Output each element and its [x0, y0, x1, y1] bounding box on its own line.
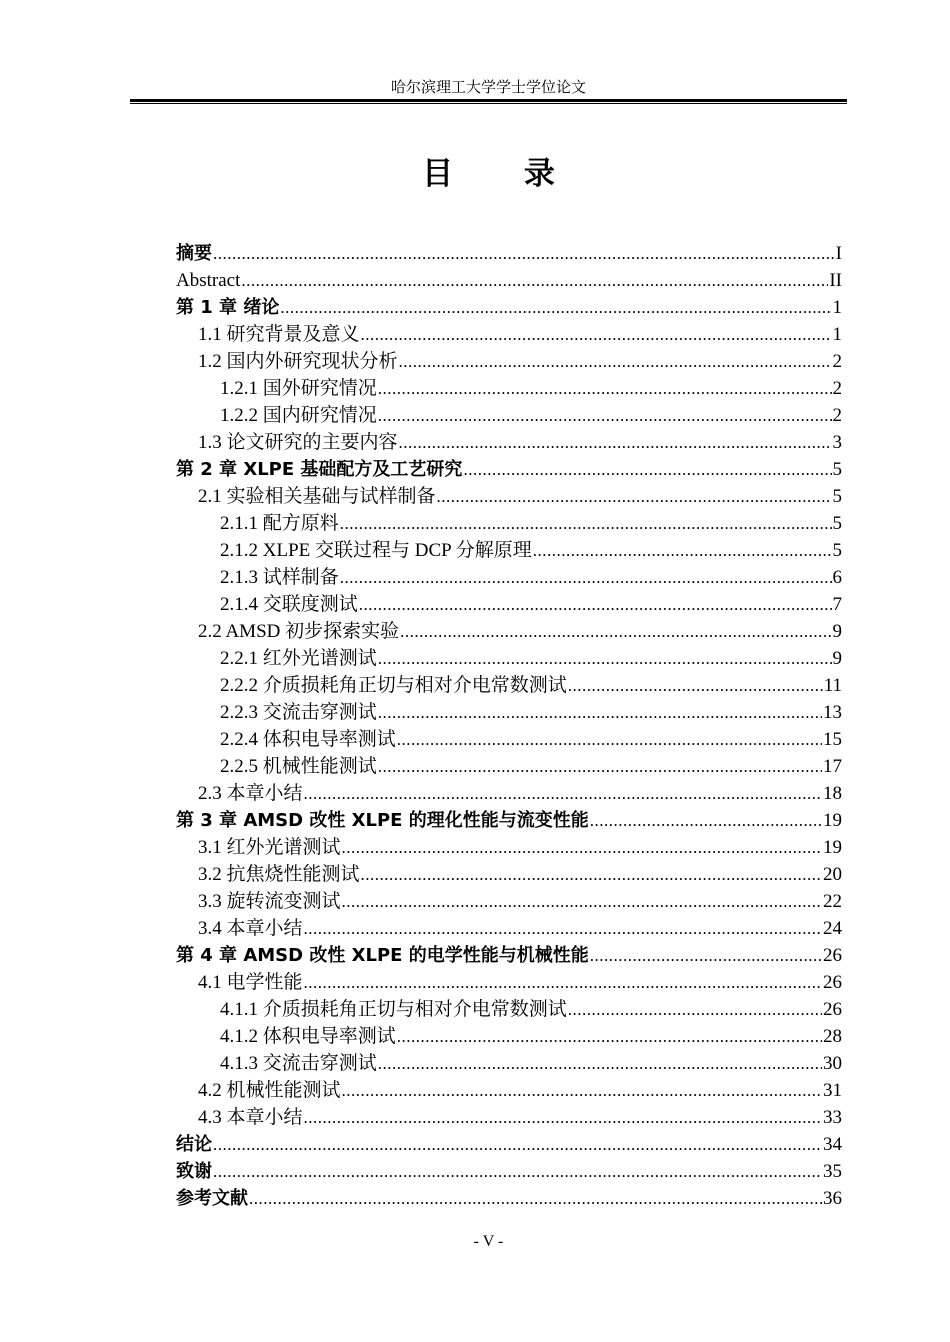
toc-leader-dots [340, 564, 832, 591]
toc-entry[interactable] [176, 780, 842, 807]
toc-entry-label: 3.1 红外光谱测试 [198, 837, 341, 858]
toc-entry-label: 2.3 本章小结 [198, 783, 303, 804]
toc-entry-page: 36 [823, 1188, 842, 1209]
toc-entry-page: 31 [823, 1080, 842, 1101]
toc-leader-dots [378, 753, 822, 780]
toc-leader-dots [378, 699, 822, 726]
header-rule-thin [130, 103, 847, 104]
toc-leader-dots [249, 1185, 822, 1212]
toc-entry-label: 4.1.2 体积电导率测试 [220, 1026, 396, 1047]
toc-entry[interactable] [176, 267, 842, 294]
toc-entry-label: 2.2.5 机械性能测试 [220, 756, 377, 777]
toc-leader-dots [241, 267, 828, 294]
toc-entry[interactable] [176, 1023, 842, 1050]
toc-entry[interactable] [176, 294, 842, 321]
toc-leader-dots [213, 1131, 822, 1158]
toc-entry[interactable] [176, 645, 842, 672]
toc-entry[interactable] [176, 402, 842, 429]
toc-entry-label: 1.2.1 国外研究情况 [220, 378, 377, 399]
toc-entry-page: 26 [823, 999, 842, 1020]
toc-entry-page: II [829, 270, 842, 291]
toc-entry[interactable] [176, 1104, 842, 1131]
toc-leader-dots [361, 861, 822, 888]
toc-entry-label: 2.2.2 介质损耗角正切与相对介电常数测试 [220, 675, 567, 696]
header-title: 哈尔滨理工大学学士学位论文 [390, 80, 586, 96]
toc-entry-label: 第 2 章 XLPE 基础配方及工艺研究 [176, 459, 463, 480]
toc-entry[interactable] [176, 1131, 842, 1158]
header-rule-thick [130, 99, 847, 102]
toc-entry[interactable] [176, 699, 842, 726]
toc-entry-label: 4.3 本章小结 [198, 1107, 303, 1128]
toc-entry[interactable] [176, 537, 842, 564]
toc-entry-label: 参考文献 [176, 1188, 248, 1209]
toc-entry-page: 20 [823, 864, 842, 885]
toc-entry-label: 1.1 研究背景及意义 [198, 324, 360, 345]
toc-entry-page: 9 [832, 648, 842, 669]
toc-leader-dots [568, 996, 822, 1023]
toc-entry-page: 5 [832, 459, 842, 480]
toc-leader-dots [378, 645, 832, 672]
toc-entry-page: 24 [823, 918, 842, 939]
toc-leader-dots [342, 888, 822, 915]
toc-entry-label: 2.1.2 XLPE 交联过程与 DCP 分解原理 [220, 540, 532, 561]
toc-entry-page: 35 [823, 1161, 842, 1182]
toc-entry[interactable] [176, 888, 842, 915]
toc-entry-page: 7 [832, 594, 842, 615]
toc-entry[interactable] [176, 348, 842, 375]
toc-entry-page: 13 [823, 702, 842, 723]
toc-entry[interactable] [176, 969, 842, 996]
toc-entry-page: 2 [832, 405, 842, 426]
toc-entry[interactable] [176, 1050, 842, 1077]
toc-entry-page: 5 [832, 513, 842, 534]
toc-entry[interactable] [176, 456, 842, 483]
toc-entry[interactable] [176, 807, 842, 834]
toc-entry-label: 3.4 本章小结 [198, 918, 303, 939]
toc-entry[interactable] [176, 834, 842, 861]
toc-leader-dots [397, 1023, 822, 1050]
toc-entry[interactable] [176, 483, 842, 510]
toc-entry-label: 1.2 国内外研究现状分析 [198, 351, 398, 372]
toc-entry-page: 28 [823, 1026, 842, 1047]
toc-leader-dots [342, 1077, 822, 1104]
toc-entry[interactable] [176, 915, 842, 942]
toc-entry[interactable] [176, 753, 842, 780]
toc-entry-label: 3.2 抗焦烧性能测试 [198, 864, 360, 885]
toc-entry-label: 1.3 论文研究的主要内容 [198, 432, 398, 453]
toc-entry-label: 2.1 实验相关基础与试样制备 [198, 486, 436, 507]
toc-leader-dots [590, 807, 822, 834]
toc-entry-label: 4.1 电学性能 [198, 972, 303, 993]
toc-entry-page: 3 [832, 432, 842, 453]
toc-entry-page: 1 [832, 297, 842, 318]
toc-entry-label: 2.2.1 红外光谱测试 [220, 648, 377, 669]
toc-entry-label: 2.2.3 交流击穿测试 [220, 702, 377, 723]
toc-entry-label: 4.2 机械性能测试 [198, 1080, 341, 1101]
toc-entry-label: 2.2.4 体积电导率测试 [220, 729, 396, 750]
table-of-contents [176, 240, 842, 1212]
toc-entry-label: Abstract [176, 270, 241, 291]
toc-title: 目 录 [422, 156, 585, 192]
toc-entry-page: 2 [832, 378, 842, 399]
toc-leader-dots [378, 402, 832, 429]
toc-entry-page: 34 [823, 1134, 842, 1155]
toc-leader-dots [342, 834, 822, 861]
toc-entry-label: 第 4 章 AMSD 改性 XLPE 的电学性能与机械性能 [176, 945, 589, 966]
toc-entry-label: 1.2.2 国内研究情况 [220, 405, 377, 426]
toc-leader-dots [568, 672, 823, 699]
toc-entry-page: 26 [823, 972, 842, 993]
toc-entry[interactable] [176, 591, 842, 618]
toc-entry-label: 2.1.1 配方原料 [220, 513, 339, 534]
toc-leader-dots [463, 456, 831, 483]
toc-entry[interactable] [176, 240, 842, 267]
toc-entry[interactable] [176, 1077, 842, 1104]
toc-entry[interactable] [176, 429, 842, 456]
toc-entry-page: I [835, 243, 842, 264]
toc-entry-label: 4.1.1 介质损耗角正切与相对介电常数测试 [220, 999, 567, 1020]
toc-leader-dots [359, 591, 832, 618]
toc-entry-page: 6 [832, 567, 842, 588]
toc-entry[interactable] [176, 618, 842, 645]
toc-entry-page: 22 [823, 891, 842, 912]
toc-entry-label: 2.2 AMSD 初步探索实验 [198, 621, 400, 642]
toc-entry-page: 19 [823, 837, 842, 858]
toc-leader-dots [378, 1050, 822, 1077]
toc-entry-page: 1 [832, 324, 842, 345]
toc-leader-dots [213, 1158, 822, 1185]
toc-leader-dots [213, 240, 835, 267]
toc-entry-page: 9 [832, 621, 842, 642]
toc-entry-page: 18 [823, 783, 842, 804]
toc-leader-dots [361, 321, 832, 348]
toc-leader-dots [533, 537, 832, 564]
toc-entry[interactable] [176, 942, 842, 969]
toc-leader-dots [304, 969, 822, 996]
toc-entry[interactable] [176, 726, 842, 753]
toc-entry-label: 第 1 章 绪论 [176, 297, 280, 318]
toc-leader-dots [397, 726, 822, 753]
toc-entry-label: 摘要 [176, 243, 212, 264]
toc-entry-page: 2 [832, 351, 842, 372]
toc-entry-label: 2.1.3 试样制备 [220, 567, 339, 588]
toc-entry-page: 30 [823, 1053, 842, 1074]
toc-leader-dots [399, 429, 832, 456]
toc-entry-page: 33 [823, 1107, 842, 1128]
toc-entry-page: 17 [823, 756, 842, 777]
toc-entry[interactable] [176, 321, 842, 348]
toc-entry-page: 19 [823, 810, 842, 831]
toc-entry-label: 致谢 [176, 1161, 212, 1182]
toc-entry-page: 5 [832, 486, 842, 507]
toc-leader-dots [437, 483, 832, 510]
toc-entry[interactable] [176, 1185, 842, 1212]
toc-entry[interactable] [176, 564, 842, 591]
toc-entry[interactable] [176, 672, 842, 699]
toc-leader-dots [590, 942, 822, 969]
toc-entry-page: 26 [823, 945, 842, 966]
toc-entry-label: 第 3 章 AMSD 改性 XLPE 的理化性能与流变性能 [176, 810, 589, 831]
toc-leader-dots [304, 915, 822, 942]
toc-leader-dots [304, 780, 822, 807]
toc-entry[interactable] [176, 510, 842, 537]
toc-entry[interactable] [176, 996, 842, 1023]
toc-leader-dots [340, 510, 832, 537]
toc-entry[interactable] [176, 1158, 842, 1185]
toc-entry-label: 2.1.4 交联度测试 [220, 594, 358, 615]
toc-entry-page: 5 [832, 540, 842, 561]
toc-entry-label: 结论 [176, 1134, 212, 1155]
toc-entry-page: 11 [823, 675, 842, 696]
toc-leader-dots [399, 348, 832, 375]
toc-entry-label: 4.1.3 交流击穿测试 [220, 1053, 377, 1074]
toc-entry-page: 15 [823, 729, 842, 750]
toc-entry-label: 3.3 旋转流变测试 [198, 891, 341, 912]
toc-leader-dots [304, 1104, 822, 1131]
toc-leader-dots [280, 294, 831, 321]
toc-entry[interactable] [176, 861, 842, 888]
page-number: - V - [473, 1233, 504, 1250]
toc-leader-dots [400, 618, 831, 645]
toc-leader-dots [378, 375, 832, 402]
toc-entry[interactable] [176, 375, 842, 402]
